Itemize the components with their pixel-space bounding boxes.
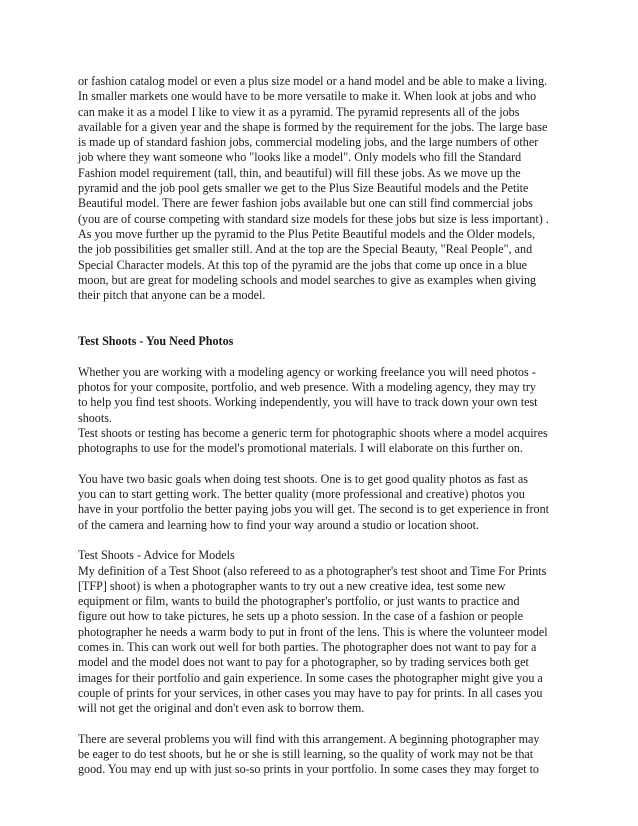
section-heading: Test Shoots - You Need Photos [78, 334, 234, 349]
paragraph-problems: There are several problems you will find with this arrangement. A beginning photographer may be eager to do test shoots, but he or she is still learning, so the quality of work may not be that good. You may end up with just so-so prints in your portfolio. In some cases they may forget to [78, 731, 540, 777]
document-page [78, 74, 566, 778]
spacer [78, 456, 566, 471]
paragraph-advice: Test Shoots - Advice for Models My definition of a Test Shoot (also refereed to as a photographer's test shoot and Time For Prints [TFP] shoot) is when a photographer wants to try out a new creative idea, test some new equipment or film, wants to build the photographer's portfolio, or just wants to practice and figure out how to take pictures, he sets up a photo session. In the case of a fashion or people photographer he needs a warm body to put in front of the lens. This is where the volunteer model comes in. This can work out well for both parties. The photographer does not want to pay for a model and the model does not want to pay for a photographer, so by trading services both get images for their portfolio and gain experience. In some cases the photographer might give you a couple of prints for your services, in other cases you may have to pay for prints. In all cases you will not get the original and don't even ask to borrow them. [78, 548, 548, 716]
paragraph-two-goals: You have two basic goals when doing test shoots. One is to get good quality photos as fast as you can to start getting work. The better quality (more professional and creative) photos you have in your portfolio the better paying jobs you will get. The second is to get experience in front of the camera and learning how to find your way around a studio or location shoot. [78, 471, 549, 532]
spacer [78, 349, 566, 364]
paragraph-need-photos: Whether you are working with a modeling agency or working freelance you will need photos - photos for your composite, portfolio, and web presence. With a modeling agency, they may try to help you find test shoots. Working independently, you will have to track down your own test shoots. Test shoots or testing has become a generic term for photographic shoots where a model acquires photographs to use for the model's promotional materials. I will elaborate on this further on. [78, 364, 548, 456]
paragraph-pyramid: or fashion catalog model or even a plus size model or a hand model and be able to make a living. In smaller markets one would have to be more versatile to make it. When look at jobs and who can make it as a model I like to view it as a pyramid. The pyramid represents all of the jobs available for a given year and the shape is formed by the requirement for the jobs. The large base is made up of standard fashion jobs, commercial modeling jobs, and the large numbers of other job where they want someone who "looks like a model". Only models who fill the Standard Fashion model requirement (tall, thin, and beautiful) will fill these jobs. As we move up the pyramid and the job pool gets smaller we get to the Plus Size Beautiful models and the Petite Beautiful model. There are fewer fashion jobs available but one can still find commercial jobs (you are of course competing with standard size models for these jobs but size is less important) . As you move further up the pyramid to the Plus Petite Beautiful models and the Older models, the job possibilities get smaller still. And at the top are the Special Beauty, "Real People", and Special Character models. At this top of the pyramid are the jobs that come up once in a blue moon, but are great for modeling schools and model searches to give as examples when giving their pitch that anyone can be a model. [78, 74, 549, 303]
spacer [78, 716, 566, 731]
spacer [78, 303, 566, 334]
spacer [78, 533, 566, 548]
